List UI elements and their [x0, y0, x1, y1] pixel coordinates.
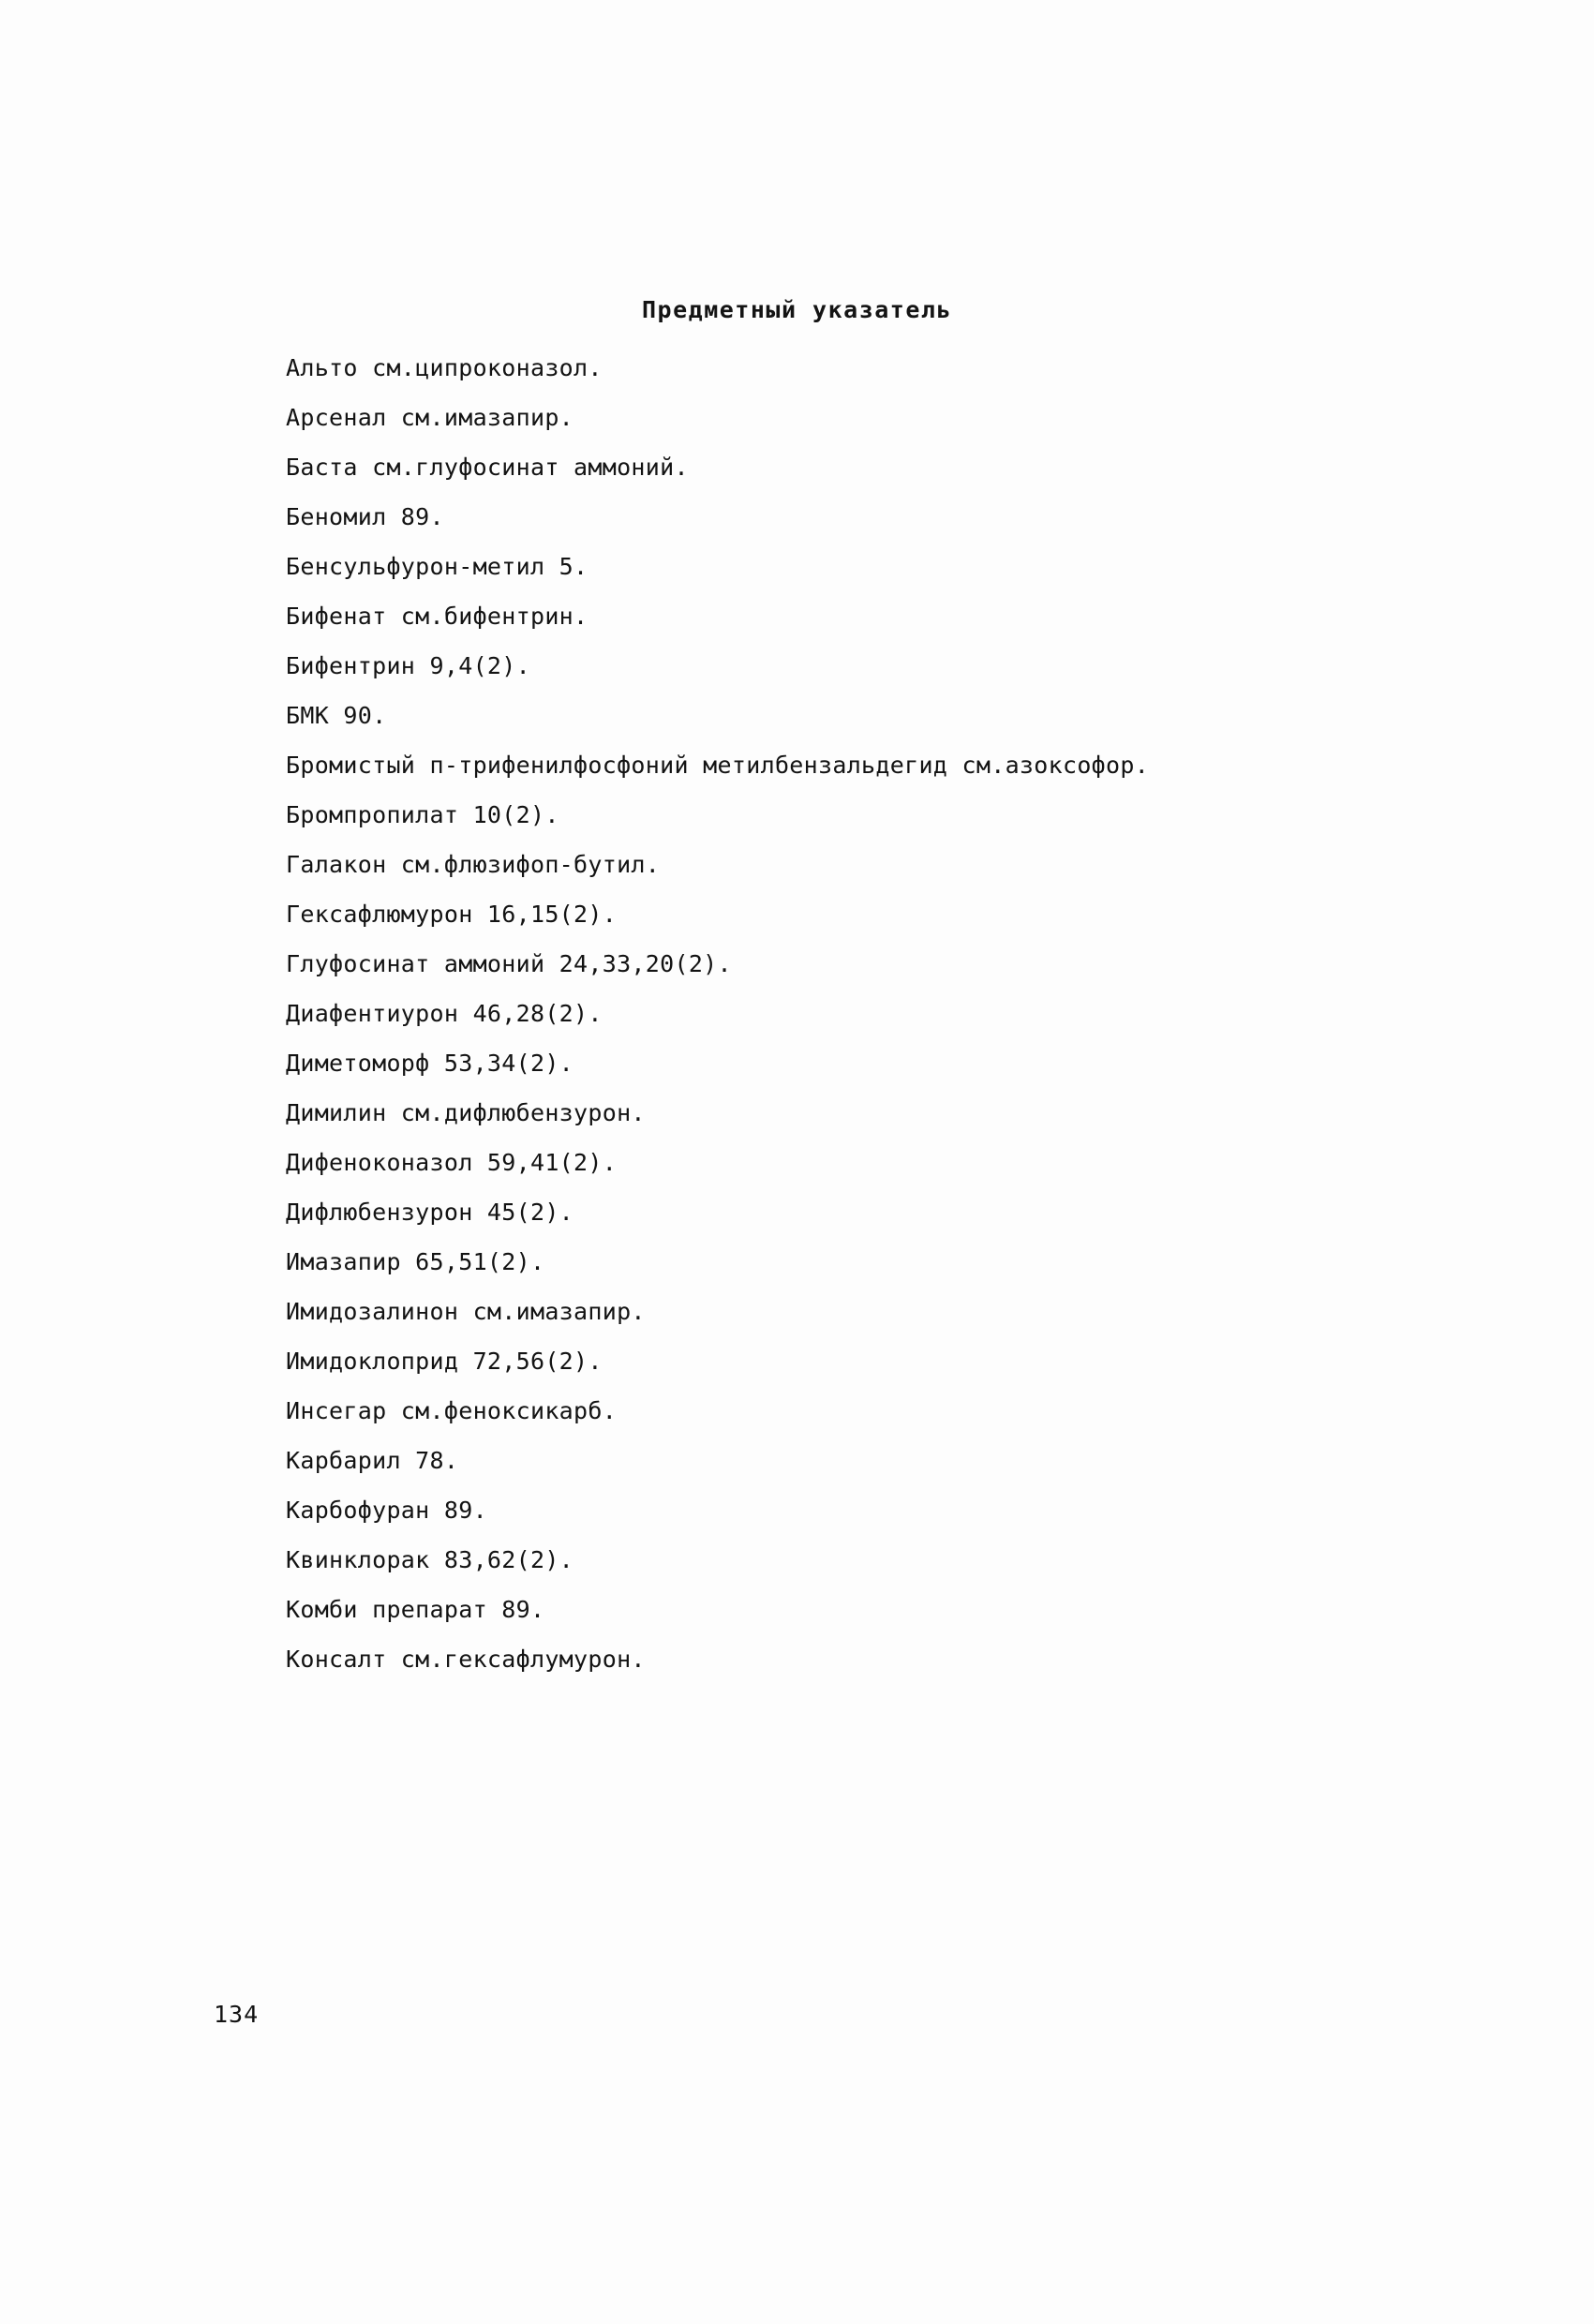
index-entry: Имидозалинон см.имазапир. — [286, 1298, 646, 1325]
index-entry: Бенсульфурон-метил 5. — [286, 553, 588, 580]
index-entry: Альто см.ципроконазол. — [286, 354, 603, 381]
index-entry: Квинклорак 83,62(2). — [286, 1546, 574, 1573]
index-entry: Беномил 89. — [286, 503, 444, 530]
page-title: Предметный указатель — [641, 296, 953, 323]
index-entry: Бромистый п-трифенилфосфоний метилбензальдегид см.азоксофор. — [286, 752, 1150, 779]
index-entry: Консалт см.гексафлумурон. — [286, 1646, 646, 1673]
index-entry: Галакон см.флюзифоп-бутил. — [286, 851, 661, 878]
index-entry: Диафентиурон 46,28(2). — [286, 1000, 603, 1027]
index-entry: Карбофуран 89. — [286, 1497, 487, 1524]
index-entry: Баста см.глуфосинат аммоний. — [286, 454, 689, 481]
index-entry: Бифенат см.бифентрин. — [286, 603, 588, 630]
index-entry: Карбарил 78. — [286, 1447, 459, 1474]
index-entry: Дифеноконазол 59,41(2). — [286, 1149, 618, 1176]
index-entry: Дифлюбензурон 45(2). — [286, 1199, 574, 1226]
index-entry: Бромпропилат 10(2). — [286, 801, 559, 828]
page-number: 134 — [214, 2001, 260, 2028]
index-entry: Димилин см.дифлюбензурон. — [286, 1099, 646, 1126]
index-entry: Имазапир 65,51(2). — [286, 1248, 545, 1275]
index-entry: Имидоклоприд 72,56(2). — [286, 1348, 603, 1375]
index-entry: Комби препарат 89. — [286, 1596, 545, 1623]
index-entry: БМК 90. — [286, 702, 387, 729]
index-entry: Инсегар см.феноксикарб. — [286, 1397, 618, 1424]
index-entry: Бифентрин 9,4(2). — [286, 652, 530, 679]
index-entry: Гексафлюмурон 16,15(2). — [286, 901, 618, 928]
index-entry: Глуфосинат аммоний 24,33,20(2). — [286, 950, 732, 977]
index-entry: Арсенал см.имазапир. — [286, 404, 574, 431]
index-entry: Диметоморф 53,34(2). — [286, 1050, 574, 1077]
index-entry-list — [286, 356, 1457, 1697]
